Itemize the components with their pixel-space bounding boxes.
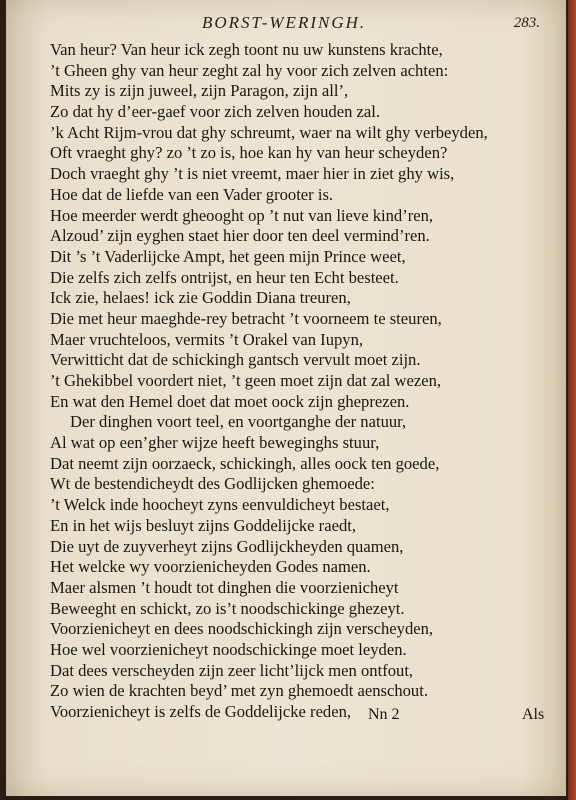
catchword: Als: [522, 706, 545, 723]
verse-line: Maer vruchteloos, vermits ’t Orakel van Iupyn,: [50, 329, 364, 349]
verse-line: Dat dees verscheyden zijn zeer licht’lijck men ontfout,: [50, 660, 414, 680]
verse-line: En wat den Hemel doet dat moet oock zijn gheprezen.: [50, 391, 410, 411]
verse-line: Beweeght en schickt, zo is’t noodschickinge ghezeyt.: [50, 598, 405, 618]
verse-line: Die uyt de zuyverheyt zijns Godlijckheyden quamen,: [50, 536, 404, 556]
verse-line: ’t Welck inde hoocheyt zyns eenvuldicheyt bestaet,: [50, 495, 390, 515]
verse-line: Oft vraeght ghy? zo ’t zo is, hoe kan hy van heur scheyden?: [50, 143, 448, 163]
page-edge: [568, 0, 576, 800]
verse-line: Verwitticht dat de schickingh gantsch vervult moet zijn.: [50, 350, 421, 370]
verse-line: Voorzienicheyt en dees noodschickingh zijn verscheyden,: [50, 619, 434, 639]
verse-line: Al wat op een’gher wijze heeft beweginghs stuur,: [50, 433, 380, 453]
verse-line: Hoe wel voorzienicheyt noodschickinge moet leyden.: [50, 639, 407, 659]
verse-line: Alzoud’ zijn eyghen staet hier door ten deel vermind’ren.: [50, 226, 430, 246]
verse-line: Der dinghen voort teel, en voortganghe der natuur,: [70, 412, 407, 432]
running-title: BORST-WERINGH.: [202, 13, 367, 32]
book-page: [6, 0, 566, 796]
verse-line: Hoe dat de liefde van een Vader grooter is.: [50, 184, 334, 204]
verse-line: Die met heur maeghde-rey betracht ’t voorneem te steuren,: [50, 308, 442, 328]
verse-line: ’t Ghekibbel voordert niet, ’t geen moet zijn dat zal wezen,: [50, 371, 442, 390]
verse-line: Zo wien de krachten beyd’ met zyn ghemoedt aenschout.: [50, 681, 428, 701]
verse-text-block: [50, 40, 530, 723]
verse-line: Maer alsmen ’t houdt tot dinghen die voorzienicheyt: [50, 577, 399, 597]
verse-line: Doch vraeght ghy ’t is niet vreemt, maer hier in ziet ghy wis,: [50, 164, 455, 184]
verse-line: Die zelfs zich zelfs ontrijst, en heur ten Echt besteet.: [50, 267, 399, 287]
verse-line: Ick zie, helaes! ick zie Goddin Diana treuren,: [50, 288, 351, 308]
verse-line: Het welcke wy voorzienicheyden Godes namen.: [50, 557, 371, 577]
signature-mark: Nn 2: [368, 706, 400, 723]
verse-line: Zo dat hy d’eer-gaef voor zich zelven houden zal.: [50, 102, 381, 122]
verse-line: Dat neemt zijn oorzaeck, schickingh, alles oock ten goede,: [50, 453, 440, 473]
verse-line: Voorzienicheyt is zelfs de Goddelijcke reden,: [50, 702, 352, 721]
verse-line: ’t Gheen ghy van heur zeght zal hy voor zich zelven achten:: [50, 60, 449, 80]
page-header: [6, 13, 566, 35]
verse-line: Wt de bestendicheydt des Godlijcken ghemoede:: [50, 474, 375, 494]
verse-line: Mits zy is zijn juweel, zijn Paragon, zijn all’,: [50, 81, 349, 101]
verse-line: Dit ’s ’t Vaderlijcke Ampt, het geen mijn Prince weet,: [50, 246, 406, 266]
verse-line: Van heur? Van heur ick zegh toont nu uw kunstens krachte,: [50, 40, 443, 59]
verse-line: En in het wijs besluyt zijns Goddelijcke raedt,: [50, 515, 356, 535]
verse-line: Hoe meerder werdt gheooght op ’t nut van lieve kind’ren,: [50, 205, 434, 225]
verse-line: ’k Acht Rijm-vrou dat ghy schreumt, waer na wilt ghy verbeyden,: [50, 122, 488, 142]
page-number: 283.: [513, 15, 540, 31]
